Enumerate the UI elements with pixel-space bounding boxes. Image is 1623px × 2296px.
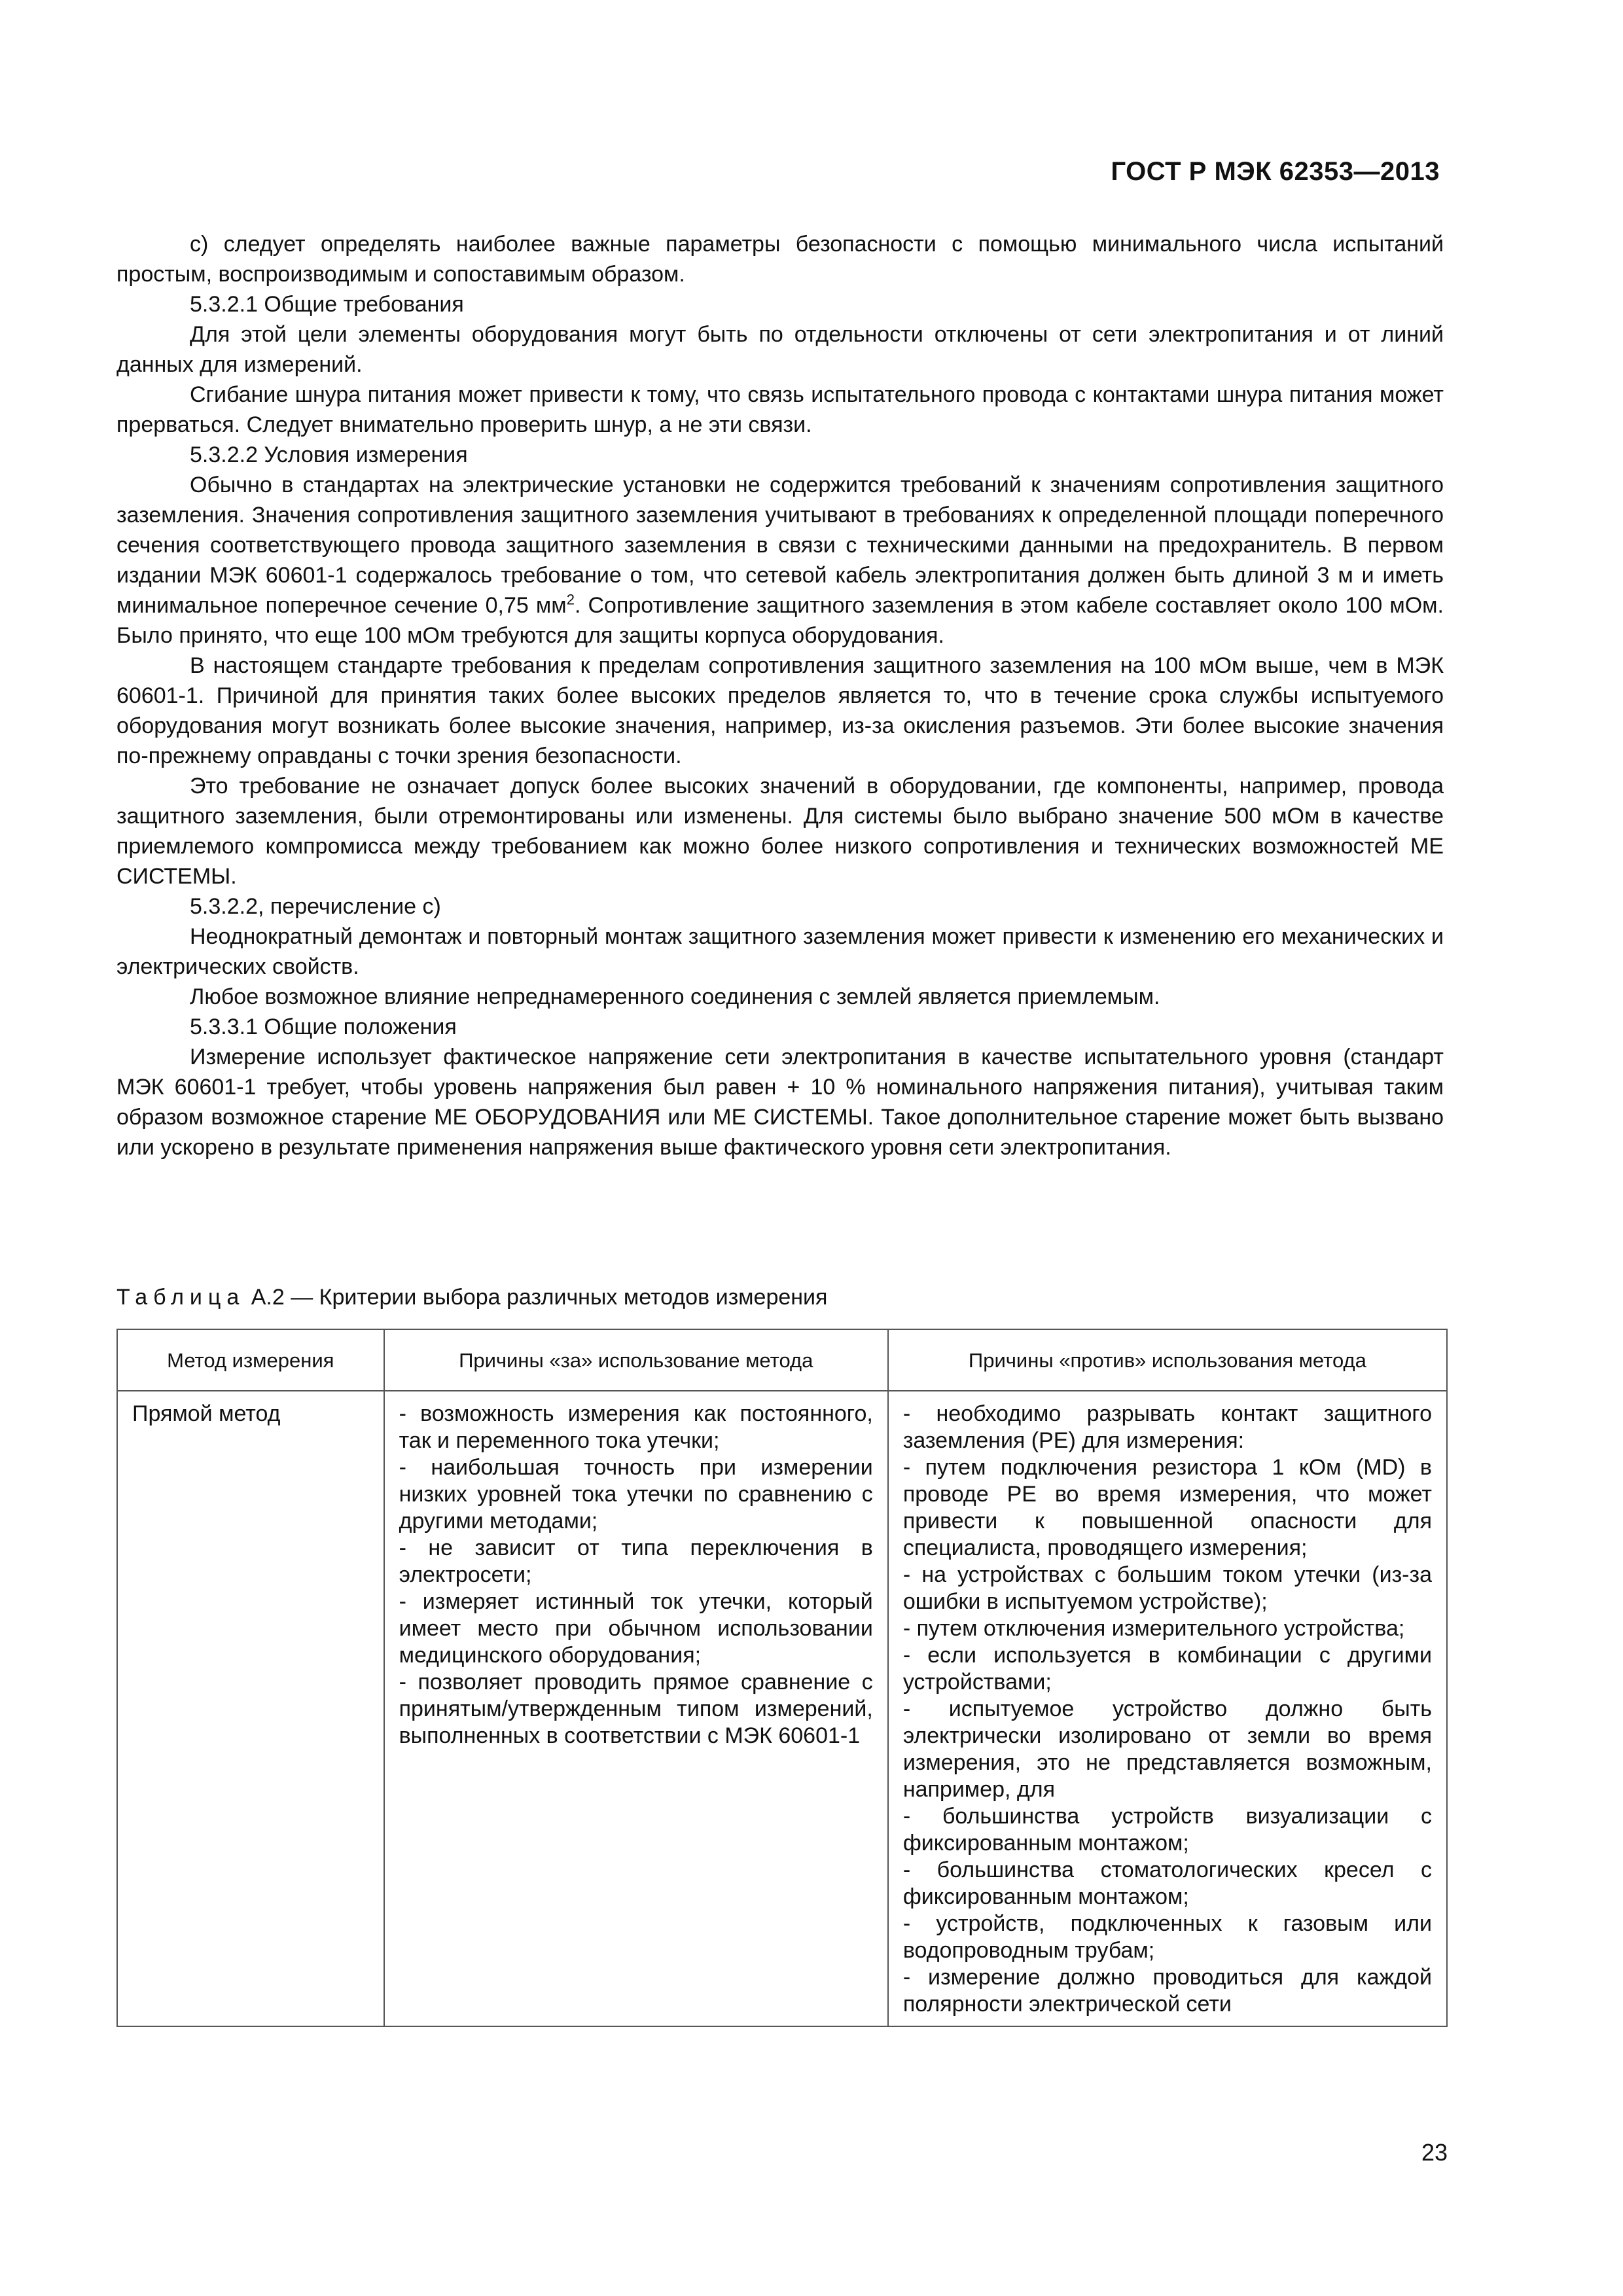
superscript: 2 (566, 591, 575, 608)
list-item: - на устройствах с большим током утечки (из-за ошибки в испытуемом устройстве); (902, 1562, 1432, 1614)
paragraph: Сгибание шнура питания может привести к тому, что связь испытательного провода с контактами шнура питания может прерваться. Следует внимательно проверить шнур, а не эти связи. (116, 382, 1444, 437)
list-item: - испытуемое устройство должно быть электрически изолировано от земли во время измерения, это не представляется возможным, например, для (902, 1696, 1432, 1802)
list-item: - если используется в комбинации с другими устройствами; (902, 1643, 1432, 1695)
column-header: Причины «против» использования метода (888, 1329, 1447, 1391)
list-item: - большинства устройств визуализации с фиксированным монтажом; (902, 1804, 1432, 1856)
cons-cell (888, 1391, 1447, 2026)
body-text (116, 229, 1444, 1162)
list-item: - не зависит от типа переключения в электросети; (399, 1535, 873, 1587)
paragraph-text-tail: . Сопротивление защитного заземления в этом кабеле составляет около 100 мОм. Было принято, что еще 100 мОм требуются для защиты корпуса оборудования. (116, 593, 1444, 648)
table-caption-word: Таблица (116, 1285, 245, 1310)
list-item: - устройств, подключенных к газовым или водопроводным трубам; (902, 1911, 1432, 1963)
list-item: - путем отключения измерительного устройства; (902, 1616, 1405, 1641)
paragraph: Любое возможное влияние непреднамеренного соединения с землей является приемлемым. (190, 984, 1160, 1009)
pros-cell (384, 1391, 888, 2026)
column-header: Метод измерения (117, 1329, 384, 1391)
document-header: ГОСТ Р МЭК 62353—2013 (1111, 157, 1440, 186)
paragraph: Неоднократный демонтаж и повторный монтаж защитного заземления может привести к изменению его механических и электрических свойств. (116, 924, 1444, 979)
paragraph: В настоящем стандарте требования к пределам сопротивления защитного заземления на 100 мОм выше, чем в МЭК 60601-1. Причиной для принятия таких более высоких пределов является то, что в течение срока службы испытуемого оборудования могут возникать более высокие значения, например, из-за окисления разъемов. Эти более высокие значения по-прежнему оправданы с точки зрения безопасности. (116, 653, 1444, 768)
method-cell: Прямой метод (117, 1391, 384, 2026)
list-item: - необходимо разрывать контакт защитного заземления (РЕ) для измерения: (902, 1401, 1432, 1453)
section-heading: 5.3.2.2, перечисление с) (190, 894, 441, 919)
table-caption-text: А.2 — Критерии выбора различных методов измерения (245, 1285, 828, 1310)
list-item: - возможность измерения как постоянного, так и переменного тока утечки; (399, 1401, 873, 1453)
list-item: - измеряет истинный ток утечки, который имеет место при обычном использовании медицинского оборудования; (399, 1589, 873, 1668)
criteria-table (116, 1329, 1448, 2027)
section-heading: 5.3.2.1 Общие требования (190, 292, 464, 317)
list-item: - позволяет проводить прямое сравнение с принятым/утвержденным типом измерений, выполненных в соответствии с МЭК 60601-1 (399, 1670, 873, 1748)
table-row (117, 1391, 1447, 2026)
list-item: - путем подключения резистора 1 кОм (MD) в проводе РЕ во время измерения, что может привести к повышенной опасности для специалиста, проводящего измерения; (902, 1455, 1432, 1560)
paragraph: Для этой цели элементы оборудования могут быть по отдельности отключены от сети электропитания и от линий данных для измерений. (116, 322, 1444, 377)
paragraph-text: Обычно в стандартах на электрические установки не содержится требований к значениям сопротивления защитного заземления. Значения сопротивления защитного заземления учитывают в требованиях к определенной площади поперечного сечения соответствующего провода защитного заземления в связи с техническими данными на предохранитель. В первом издании МЭК 60601-1 содержалось требование о том, что сетевой кабель электропитания должен быть длиной 3 м и иметь минимальное поперечное сечение 0,75 мм (116, 473, 1444, 618)
paragraph: Измерение использует фактическое напряжение сети электропитания в качестве испытательного уровня (стандарт МЭК 60601-1 требует, чтобы уровень напряжения был равен + 10 % номинального напряжения питания), учитывая таким образом возможное старение МЕ ОБОРУДОВАНИЯ или МЕ СИСТЕМЫ. Такое дополнительное старение может быть вызвано или ускорено в результате применения напряжения выше фактического уровня сети электропитания. (116, 1045, 1444, 1160)
table-header-row (117, 1329, 1447, 1391)
section-heading: 5.3.3.1 Общие положения (190, 1014, 457, 1039)
section-heading: 5.3.2.2 Условия измерения (190, 442, 468, 467)
table-caption (116, 1284, 827, 1310)
list-item: - измерение должно проводиться для каждой полярности электрической сети (902, 1965, 1432, 2017)
list-item: - наибольшая точность при измерении низких уровней тока утечки по сравнению с другими методами; (399, 1455, 873, 1534)
page-number: 23 (1421, 2139, 1448, 2166)
column-header: Причины «за» использование метода (384, 1329, 888, 1391)
list-item: - большинства стоматологических кресел с фиксированным монтажом; (902, 1857, 1432, 1909)
paragraph: с) следует определять наиболее важные параметры безопасности с помощью минимального числа испытаний простым, воспроизводимым и сопоставимым образом. (116, 232, 1444, 287)
paragraph (116, 470, 1444, 651)
paragraph: Это требование не означает допуск более высоких значений в оборудовании, где компоненты, например, провода защитного заземления, были отремонтированы или изменены. Для системы было выбрано значение 500 мОм в качестве приемлемого компромисса между требованием как можно более низкого сопротивления и технических возможностей МЕ СИСТЕМЫ. (116, 774, 1444, 889)
